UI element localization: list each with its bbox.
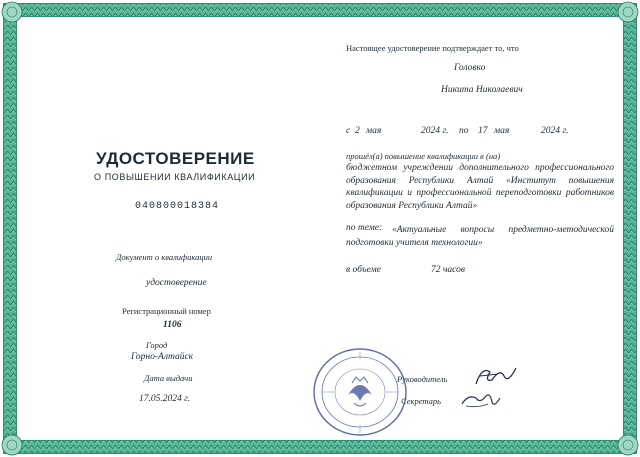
certificate-title: УДОСТОВЕРЕНИЕ xyxy=(96,149,255,168)
institution-text: бюджетном учреждении дополнительного профессионального образования Республики Алтай «Институт повышения квалификации и профессиональной переподготовки работников образования Республики Алтай» xyxy=(346,163,614,211)
intro-text: Настоящее удостоверение подтверждает то, что xyxy=(346,43,519,53)
official-seal xyxy=(312,347,408,437)
certificate-subtitle: О ПОВЫШЕНИИ КВАЛИФИКАЦИИ xyxy=(94,172,256,182)
surname: Головко xyxy=(454,63,486,73)
to-month: мая xyxy=(494,126,510,136)
city-value: Горно-Алтайск xyxy=(131,352,194,362)
document-label: Документ о квалификации xyxy=(116,252,213,262)
from-year: 2024 г. xyxy=(421,126,449,136)
volume-value: 72 часов xyxy=(431,265,466,275)
from-prefix: с xyxy=(346,126,351,136)
certificate-number: 040800018384 xyxy=(135,201,220,212)
city-label: Город xyxy=(146,340,168,350)
topic-text: «Актуальные вопросы предметно-методической подготовки учителя технологии» xyxy=(346,225,614,248)
from-month: мая xyxy=(366,126,382,136)
passed-text: прошёл(а) повышение квалификации в (на) xyxy=(346,151,501,161)
issue-date-label: Дата выдачи xyxy=(144,373,193,383)
volume-label: в объеме xyxy=(346,265,381,275)
registration-value: 1106 xyxy=(163,320,182,330)
secretary-label: Секретарь xyxy=(401,396,441,406)
director-label: Руководитель xyxy=(397,374,448,384)
to-year: 2024 г. xyxy=(541,126,569,136)
document-value: удостоверение xyxy=(146,278,207,288)
secretary-signature xyxy=(458,388,504,412)
topic-label: по теме: xyxy=(346,223,383,233)
to-day: 17 xyxy=(478,126,488,136)
to-prefix: по xyxy=(459,126,469,136)
from-day: 2 xyxy=(355,126,360,136)
issue-date-value: 17.05.2024 г. xyxy=(139,394,191,404)
director-signature xyxy=(470,362,520,388)
given-name: Никита Николаевич xyxy=(441,85,523,95)
registration-label: Регистрационный номер xyxy=(122,306,211,316)
